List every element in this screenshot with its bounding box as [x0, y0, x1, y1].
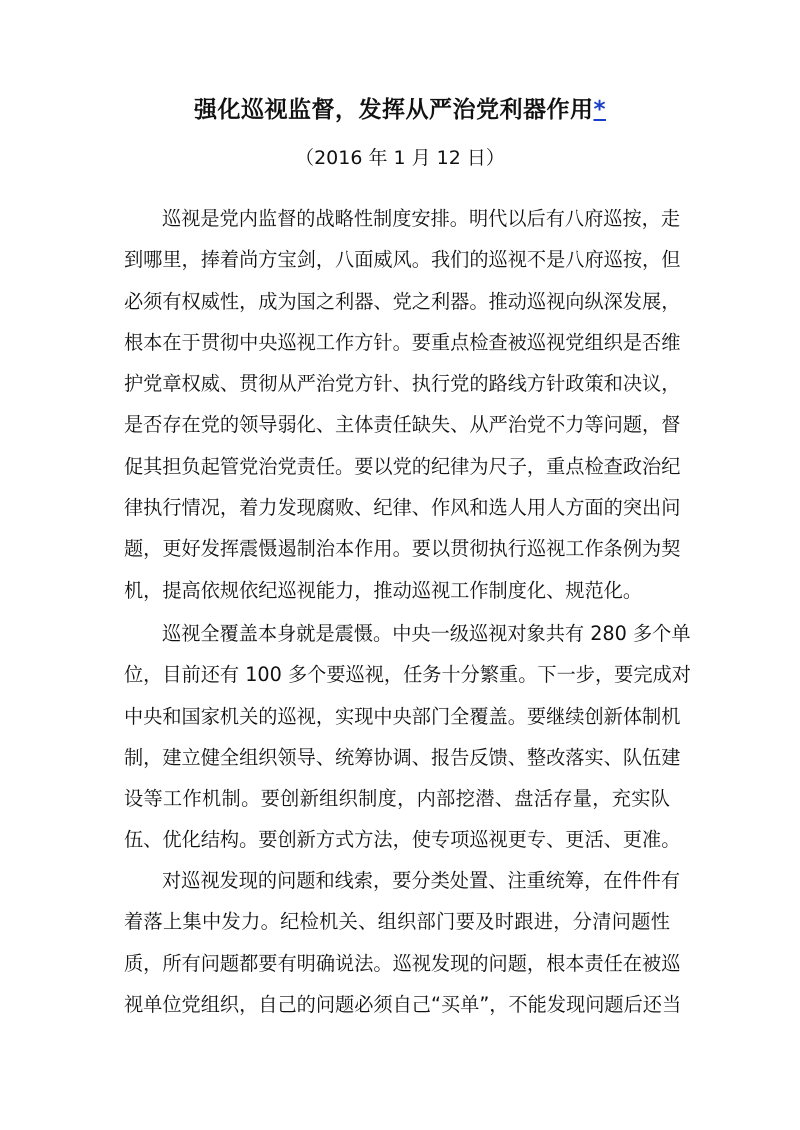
document-title [0, 94, 800, 126]
paragraph-line: 护党章权威、贯彻从严治党方针、执行党的路线方针政策和决议， [124, 372, 681, 396]
paragraph-line: 律执行情况，着力发现腐败、纪律、作风和选人用人方面的突出问 [124, 496, 681, 520]
paragraph-line: 巡视是党内监督的战略性制度安排。明代以后有八府巡按，走 [162, 207, 681, 230]
paragraph-2 [124, 613, 691, 861]
paragraph-line: 位，目前还有 100 多个要巡视，任务十分繁重。下一步，要完成对 [124, 663, 691, 687]
paragraph-line: 题，更好发挥震慑遏制治本作用。要以贯彻执行巡视工作条例为契 [124, 537, 681, 561]
paragraph-line: 对巡视发现的问题和线索，要分类处置、注重统筹，在件件有 [162, 869, 681, 892]
footnote-marker-link[interactable]: * [593, 97, 607, 123]
paragraph-line: 是否存在党的领导弱化、主体责任缺失、从严治党不力等问题，督 [124, 413, 681, 437]
paragraph-line: 着落上集中发力。纪检机关、组织部门要及时跟进，分清问题性 [124, 910, 670, 934]
paragraph-line: 中央和国家机关的巡视，实现中央部门全覆盖。要继续创新体制机 [124, 704, 681, 728]
paragraph-line: 必须有权威性，成为国之利器、党之利器。推动巡视向纵深发展， [124, 289, 681, 313]
paragraph-line: 巡视全覆盖本身就是震慑。中央一级巡视对象共有 280 多个单 [162, 622, 691, 645]
paragraph-line: 到哪里，捧着尚方宝剑，八面威风。我们的巡视不是八府巡按，但 [124, 248, 681, 272]
paragraph-line: 机，提高依规依纪巡视能力，推动巡视工作制度化、规范化。 [124, 578, 643, 602]
paragraph-3 [124, 860, 682, 1025]
title-text: 强化巡视监督，发挥从严治党利器作用 [193, 97, 594, 123]
paragraph-line: 伍、优化结构。要创新方式方法，使专项巡视更专、更活、更准。 [124, 828, 681, 852]
paragraph-line: 设等工作机制。要创新组织制度，内部挖潜、盘活存量，充实队 [124, 787, 670, 811]
paragraph-line: 质，所有问题都要有明确说法。巡视发现的问题，根本责任在被巡 [124, 951, 681, 975]
paragraph-1 [124, 198, 681, 611]
paragraph-line: 制，建立健全组织领导、统筹协调、报告反馈、整改落实、队伍建 [124, 745, 681, 769]
paragraph-line: 促其担负起管党治党责任。要以党的纪律为尺子，重点检查政治纪 [124, 454, 681, 478]
paragraph-line: 视单位党组织，自己的问题必须自己“买单”，不能发现问题后还当 [124, 992, 682, 1016]
document-date: （2016 年 1 月 12 日） [295, 147, 505, 169]
paragraph-line: 根本在于贯彻中央巡视工作方针。要重点检查被巡视党组织是否维 [124, 330, 681, 354]
